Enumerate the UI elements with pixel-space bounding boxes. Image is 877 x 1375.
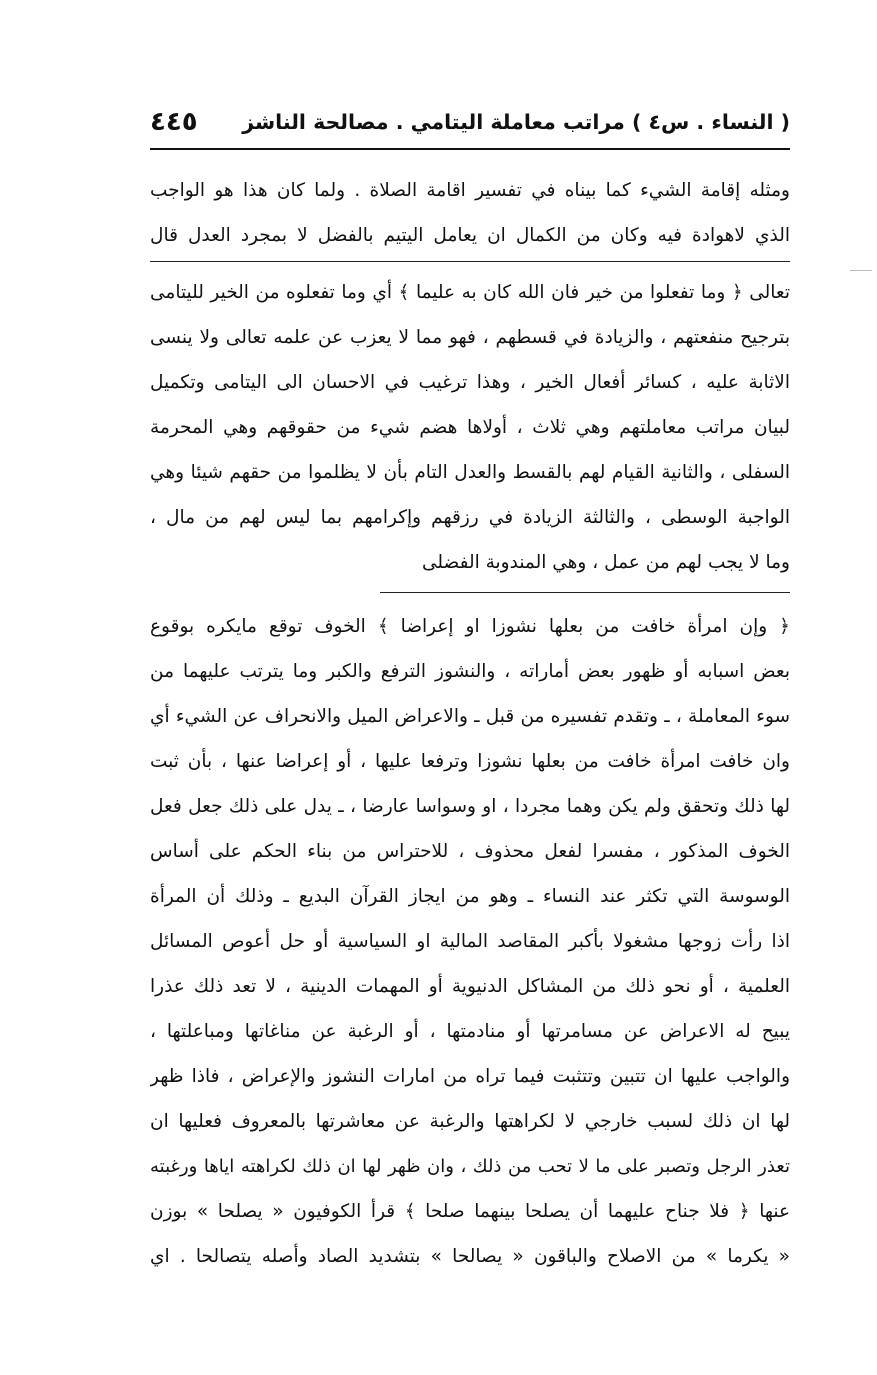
page-header [150,100,790,144]
text-line: وما لا يجب لهم من عمل ، وهي المندوبة الفضلى [422,552,790,573]
section-rule [150,261,790,262]
text-line: لها ذلك وتحقق ولم يكن وهما مجردا ، او وسواسا عارضا ، ـ يدل على ذلك جعل فعل [150,796,790,817]
text-line: الذي لاهوادة فيه وكان من الكمال ان يعامل اليتيم بالفضل لا بمجرد العدل قال [150,225,790,246]
text-line: والواجب عليها ان تتبين وتتثبت فيما تراه من امارات النشوز والإعراض ، فاذا ظهر [150,1066,790,1087]
text-line: لبيان مراتب معاملتهم وهي ثلاث ، أولاها هضم شيء من حقوقهم وهي المحرمة [150,417,790,438]
header-rule [150,148,790,150]
text-line: بترجيح منفعتهم ، والزيادة في قسطهم ، فهو مما لا يعزب عن علمه تعالى ولا ينسى [150,327,790,348]
text-line: الوسوسة التي تكثر عند النساء ـ وهو من ايجاز القرآن البديع ـ وذلك أن المرأة [150,886,790,907]
verse-line: ﴿ وإن امرأة خافت من بعلها نشوزا او إعراضا ﴾ الخوف توقع مايكره بوقوع [150,616,790,637]
text-line: يبيح له الاعراض عن مسامرتها أو منادمتها ، أو الرغبة عن مناغاتها ومباعلتها ، [150,1021,790,1042]
text-line: الاثابة عليه ، كسائر أفعال الخير ، وهذا ترغيب في الاحسان الى اليتامى وتكميل [150,372,790,393]
margin-mark [850,270,872,271]
text-line: « يكرما » من الاصلاح والباقون « يصالحا » بتشديد الصاد وأصله يتصالحا . اي [150,1246,790,1267]
section-rule [380,592,790,593]
text-line: تعذر الرجل وتصبر على ما لا تحب من ذلك ، وان ظهر لها ان ذلك لكراهته اياها ورغبته [150,1156,790,1177]
text-line: بعض اسبابه أو ظهور بعض أماراته ، والنشوز الترفع والكبر وما يترتب عليهما من [150,661,790,682]
text-line: الواجبة الوسطى ، والثالثة الزيادة في رزقهم وإكرامهم بما ليس لهم من مال ، [150,507,790,528]
commentary-block-3 [150,604,790,1279]
text-line: وان خافت امرأة خافت من بعلها نشوزا وترفعا عليها ، أو إعراضا عنها ، بأن ثبت [150,751,790,772]
text-line: عنها ﴿ فلا جناح عليهما أن يصلحا بينهما صلحا ﴾ قرأ الكوفيون « يصلحا » بوزن [150,1201,790,1222]
text-line: العلمية ، أو نحو ذلك من المشاكل الدنيوية أو المهمات الدينية ، لا تعد ذلك عذرا [150,976,790,997]
text-line: ومثله إقامة الشيء كما بيناه في تفسير اقامة الصلاة . ولما كان هذا هو الواجب [150,180,790,201]
text-line: السفلى ، والثانية القيام لهم بالقسط والعدل التام بأن لا يظلموا من حقهم شيئا وهي [150,462,790,483]
text-line: تعالى ﴿ وما تفعلوا من خير فان الله كان به عليما ﴾ أي وما تفعلوه من الخير لليتامى [150,282,790,303]
running-title: ( النساء . س٤ ) مراتب معاملة اليتامي . مصالحة الناشز [242,110,790,134]
text-line: الخوف المذكور ، مفسرا لفعل محذوف ، للاحتراس من بناء الحكم على أساس [150,841,790,862]
text-line: اذا رأت زوجها مشغولا بأكبر المقاصد المالية او السياسية أو حل أعوص المسائل [150,931,790,952]
text-line: لها ان ذلك لسبب خارجي لا لكراهتها والرغبة عن معاشرتها بالمعروف فعليها ان [150,1111,790,1132]
text-line: سوء المعاملة ، ـ وتقدم تفسيره من قبل ـ والاعراض الميل والانحراف عن الشيء أي [150,706,790,727]
commentary-block-1 [150,168,790,258]
commentary-block-2 [150,270,790,585]
page-number: ٤٤٥ [150,107,198,137]
